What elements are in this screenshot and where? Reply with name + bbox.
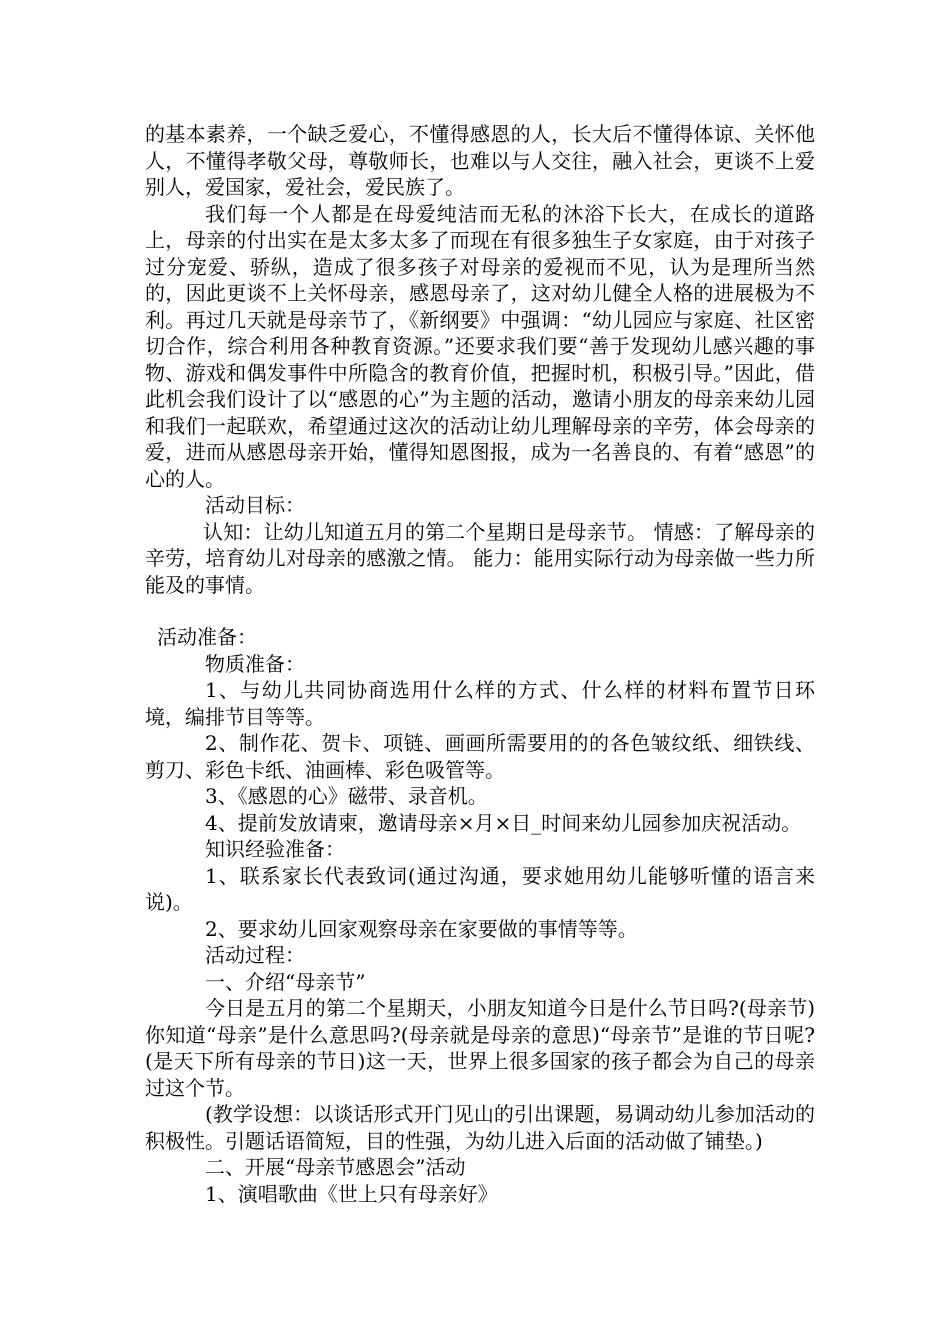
heading-material-preparation: 物质准备：	[205, 651, 305, 676]
list-item-material-1: 1、与幼儿共同协商选用什么样的方式、什么样的材料布置节日环境，编排节目等等。	[145, 678, 815, 729]
heading-activity-process: 活动过程：	[205, 943, 305, 967]
heading-knowledge-preparation: 知识经验准备：	[205, 837, 345, 861]
heading-step-1: 一、介绍“母亲节”	[205, 969, 366, 994]
heading-step-2: 二、开展“母亲节感恩会”活动	[205, 1155, 466, 1179]
list-item-step-2-1: 1、演唱歌曲《世上只有母亲好》	[205, 1181, 498, 1206]
list-item-knowledge-1: 1、联系家长代表致词(通过沟通，要求她用幼儿能够听懂的语言来说)。	[145, 863, 815, 914]
paragraph-intro-continuation: 的基本素养，一个缺乏爱心，不懂得感恩的人，长大后不懂得体谅、关怀他人，不懂得孝敬父母，尊敬师长，也难以与人交往，融入社会，更谈不上爱别人，爱国家，爱社会，爱民族了。	[145, 122, 815, 199]
paragraph-background: 我们每一个人都是在母爱纯洁而无私的沐浴下长大，在成长的道路上，母亲的付出实在是太多太多了而现在有很多独生子女家庭，由于对孩子过分宠爱、骄纵，造成了很多孩子对母亲的爱视而不见，认为是理所当然的，因此更谈不上关怀母亲，感恩母亲了，这对幼儿健全人格的进展极为不利。再过几天就是母亲节了，《新纲要》中强调：“幼儿园应与家庭、社区密切合作，综合利用各种教育资源。”还要求我们要“善于发现幼儿感兴趣的事物、游戏和偶发事件中所隐含的教育价值，把握时机，积极引导。”因此，借此机会我们设计了以“感恩的心”为主题的活动，邀请小朋友的母亲来幼儿园和我们一起联欢，希望通过这次的活动让幼儿理解母亲的辛劳，体会母亲的爱，进而从感恩母亲开始，懂得知恩图报，成为一名善良的、有着“感恩”的心的人。	[145, 201, 815, 491]
list-item-knowledge-2: 2、要求幼儿回家观察母亲在家要做的事情等等。	[205, 916, 638, 941]
paragraph-goals: 认知：让幼儿知道五月的第二个星期日是母亲节。 情感：了解母亲的辛劳，培育幼儿对母亲的感激之情。 能力：能用实际行动为母亲做一些力所能及的事情。	[145, 519, 815, 597]
blank-line	[145, 598, 815, 624]
paragraph-step-1: 今日是五月的第二个星期天，小朋友知道今日是什么节日吗?(母亲节)你知道“母亲”是什么意思吗?(母亲就是母亲的意思)“母亲节”是谁的节日呢?(是天下所有母亲的节日)这一天，世界上很多国家的孩子都会为自己的母亲过这个节。	[145, 996, 815, 1100]
list-item-material-2: 2、制作花、贺卡、项链、画画所需要用的的各色皱纹纸、细铁线、剪刀、彩色卡纸、油画棒、彩色吸管等。	[145, 731, 815, 782]
heading-activity-goals: 活动目标：	[205, 493, 305, 517]
paragraph-teaching-note: (教学设想：以谈话形式开门见山的引出课题，易调动幼儿参加活动的积极性。引题话语简短，目的性强，为幼儿进入后面的活动做了铺垫。)	[145, 1102, 815, 1153]
list-item-material-4: 4、提前发放请柬，邀请母亲×月×日_时间来幼儿园参加庆祝活动。	[205, 810, 802, 835]
document-body	[145, 121, 815, 1207]
list-item-material-3: 3、《感恩的心》磁带、录音机。	[205, 784, 488, 808]
heading-activity-preparation: 活动准备：	[157, 625, 257, 649]
